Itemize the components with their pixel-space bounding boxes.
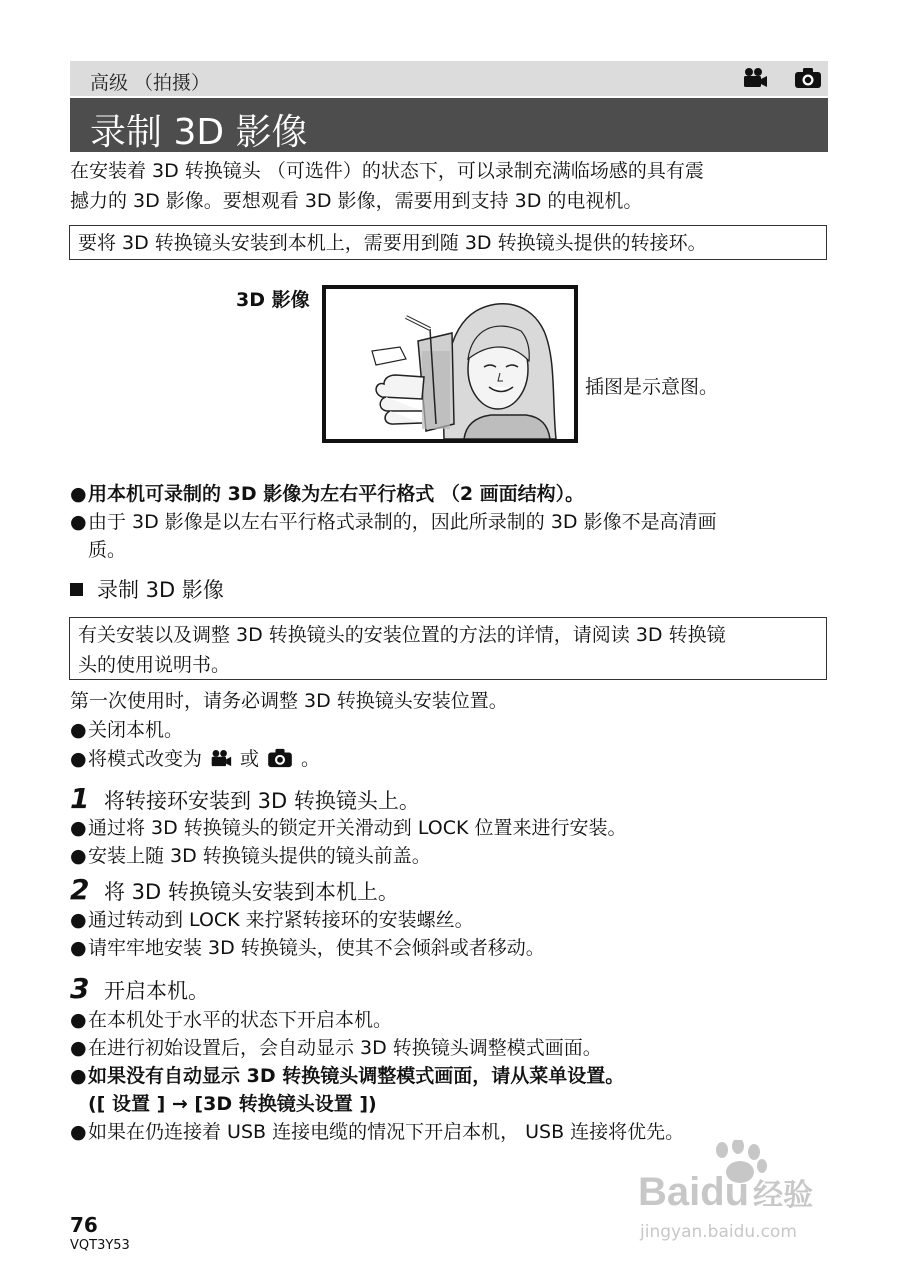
watermark-brand-2: du: [700, 1170, 750, 1214]
subsection-heading: [70, 574, 224, 604]
bullet-quality: [70, 508, 717, 564]
intro-line-1: 在安装着 3D 转换镜头 （可选件）的状态下，可以录制充满临场感的具有震: [70, 160, 704, 182]
bullet-dot-icon: ●: [70, 845, 87, 867]
watermark-brand: Bai: [638, 1170, 701, 1214]
step-number: 3: [70, 972, 90, 1005]
bullet-text: 通过转动到 LOCK 来拧紧转接环的安装螺丝。: [88, 909, 474, 931]
manual-note-line-1: 有关安装以及调整 3D 转换镜头的安装位置的方法的详情，请阅读 3D 转换镜: [78, 624, 726, 646]
bullet-dot-icon: ●: [70, 1121, 87, 1143]
bullet-text: 安装上随 3D 转换镜头提供的镜头前盖。: [88, 845, 431, 867]
bullet-dot-icon: ●: [70, 719, 87, 741]
bullet-dot-icon: ●: [70, 817, 87, 839]
adapter-note-box: [69, 225, 827, 260]
bullet-text: 关闭本机。: [88, 719, 184, 741]
bullet-dot-icon: ●: [70, 909, 87, 931]
power-off-item: [70, 716, 508, 745]
page-title-bar: [70, 98, 828, 152]
page-number: 76: [70, 1213, 98, 1237]
figure-label: 3D 影像: [236, 289, 310, 311]
step-number: 2: [70, 873, 90, 906]
square-bullet-icon: [70, 583, 83, 596]
section-label: 高级 （拍摄）: [90, 72, 211, 94]
bullet-text: 由于 3D 影像是以左右平行格式录制的，因此所录制的 3D 影像不是高清画: [88, 511, 717, 533]
step-3: [70, 972, 209, 1005]
still-camera-icon: [794, 67, 822, 89]
bullet-dot-icon: ●: [70, 937, 87, 959]
bullet-text: 请牢牢地安装 3D 转换镜头，使其不会倾斜或者移动。: [88, 937, 545, 959]
first-use-note: 第一次使用时，请务必调整 3D 转换镜头安装位置。: [70, 690, 508, 712]
bullet-dot-icon: ●: [70, 511, 87, 533]
bullet-text: 用本机可录制的 3D 影像为左右平行格式 （2 画面结构）。: [88, 483, 585, 505]
figure-note: 插图是示意图。: [585, 376, 719, 398]
illustration-frame: [322, 285, 578, 443]
bullet-text-cont: 质。: [88, 539, 127, 561]
woman-with-drink-illustration: [326, 289, 574, 439]
bullet-dot-icon: ●: [70, 1065, 87, 1087]
bullet-dot-icon: ●: [70, 1009, 87, 1031]
mode-change-item: [70, 745, 508, 777]
bullet-dot-icon: ●: [70, 748, 87, 770]
baidu-watermark: [630, 1140, 840, 1250]
bullet-dot-icon: ●: [70, 483, 87, 505]
bullet-text: 在本机处于水平的状态下开启本机。: [88, 1009, 393, 1031]
mode-or: 或: [240, 748, 260, 770]
step-2: [70, 873, 399, 906]
step-3-bullets: [70, 1006, 684, 1146]
bullet-text: 通过将 3D 转换镜头的锁定开关滑动到 LOCK 位置来进行安装。: [88, 817, 627, 839]
manual-note-line-2: 头的使用说明书。: [78, 654, 231, 676]
bullet-format: [70, 480, 584, 508]
mode-prefix: 将模式改变为: [88, 748, 203, 770]
bullet-text: 如果没有自动显示 3D 转换镜头调整模式画面，请从菜单设置。: [88, 1065, 625, 1087]
bullet-dot-icon: ●: [70, 1037, 87, 1059]
step-1-bullets: [70, 814, 626, 870]
bullet-text: 在进行初始设置后，会自动显示 3D 转换镜头调整模式画面。: [88, 1037, 602, 1059]
subsection-title: 录制 3D 影像: [97, 578, 224, 602]
menu-path: ([ 设置 ] → [3D 转换镜头设置 ]): [88, 1093, 377, 1115]
still-camera-icon: [267, 748, 293, 777]
manual-note-box: [69, 617, 827, 680]
watermark-url: jingyan.baidu.com: [640, 1222, 797, 1242]
watermark-cn: 经验: [753, 1179, 814, 1212]
step-1: [70, 782, 420, 815]
movie-camera-icon: [742, 67, 768, 89]
intro-line-2: 撼力的 3D 影像。要想观看 3D 影像，需要用到支持 3D 的电视机。: [70, 190, 643, 212]
intro-paragraph: [70, 156, 704, 216]
preparation-list: [70, 687, 508, 777]
page-title: 录制 3D 影像: [90, 112, 308, 153]
step-number: 1: [70, 782, 90, 815]
model-code: VQT3Y53: [70, 1238, 130, 1253]
mode-suffix: 。: [301, 748, 321, 770]
adapter-note-text: 要将 3D 转换镜头安装到本机上，需要用到随 3D 转换镜头提供的转接环。: [78, 232, 707, 254]
section-header: [70, 61, 828, 96]
step-title: 将转接环安装到 3D 转换镜头上。: [104, 789, 420, 813]
step-title: 将 3D 转换镜头安装到本机上。: [104, 880, 399, 904]
step-2-bullets: [70, 906, 545, 962]
bullet-text: 如果在仍连接着 USB 连接电缆的情况下开启本机， USB 连接将优先。: [88, 1121, 685, 1143]
movie-camera-icon: [210, 748, 232, 777]
step-title: 开启本机。: [104, 979, 209, 1003]
